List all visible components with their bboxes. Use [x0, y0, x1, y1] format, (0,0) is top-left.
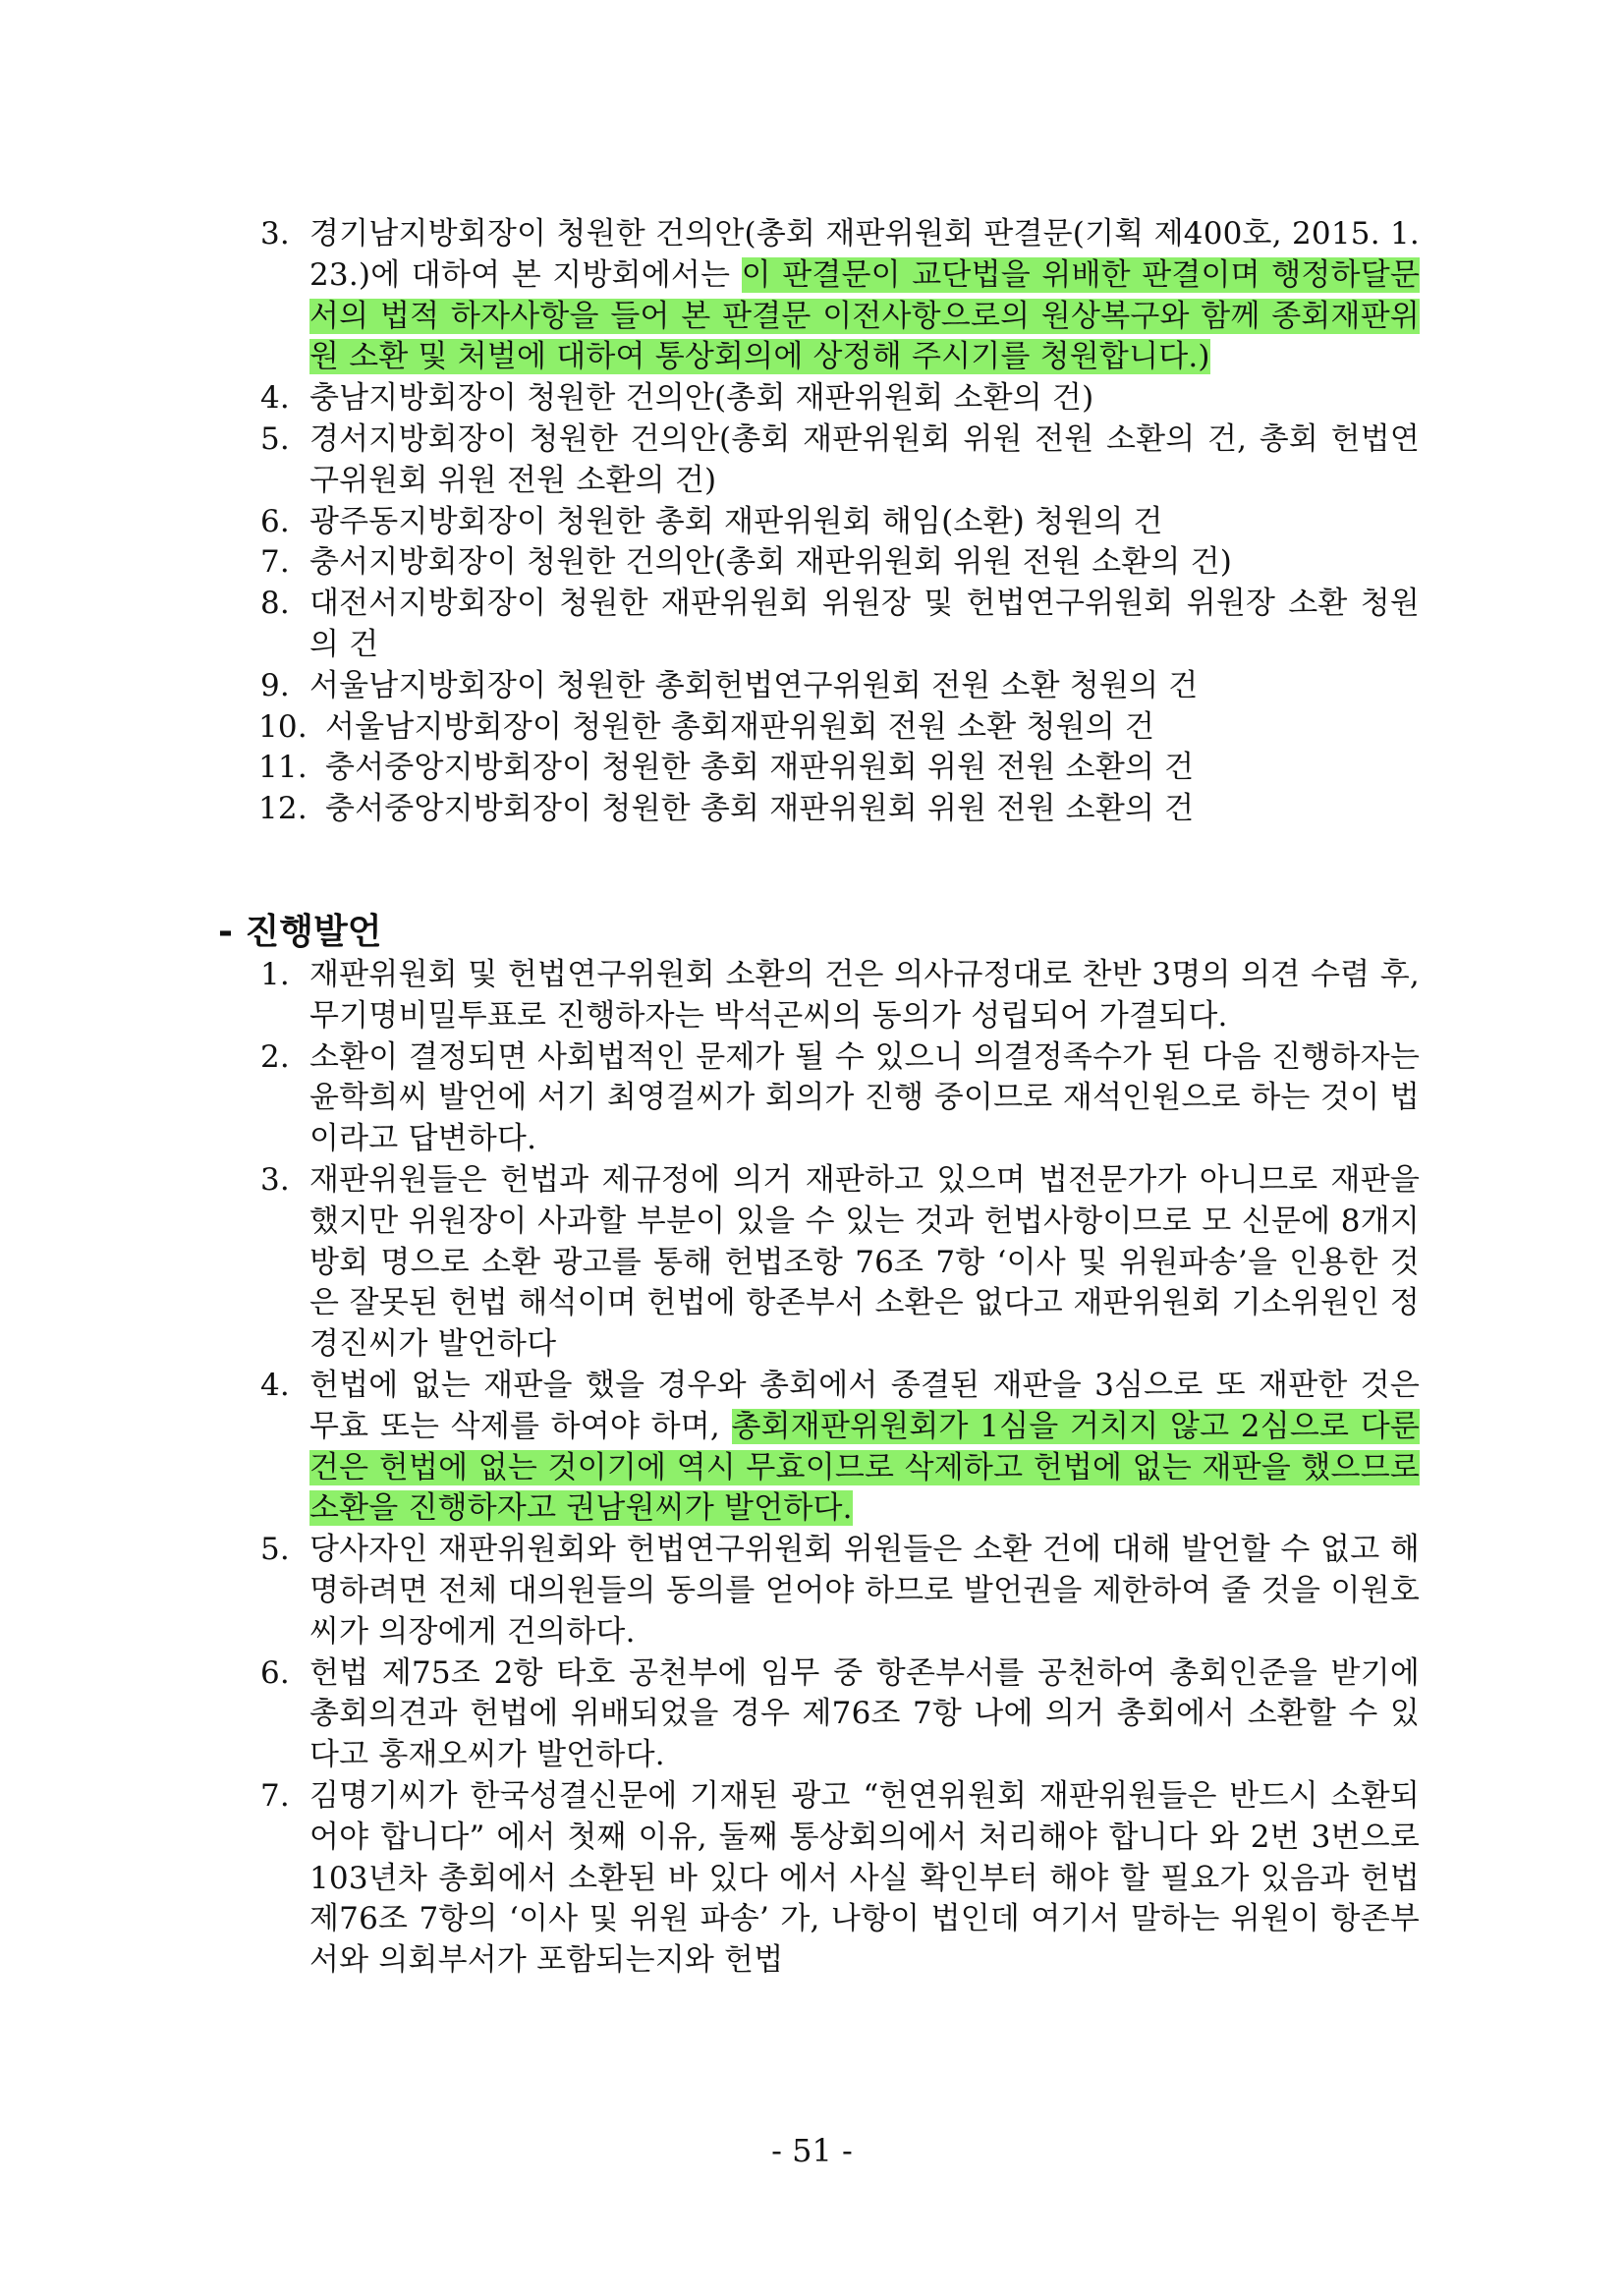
item-text: 소환이 결정되면 사회법적인 문제가 될 수 있으니 의결정족수가 된 다음 진행하자는 윤학희씨 발언에 서기 최영걸씨가 회의가 진행 중이므로 재석인원으로 하는 것이 법이라고 답변하다.: [309, 1038, 1420, 1157]
petition-item-11: [260, 748, 1420, 789]
remark-item-2: [260, 1037, 1420, 1160]
item-text: 재판위원회 및 헌법연구위원회 소환의 건은 의사규정대로 찬반 3명의 의견 수렴 후, 무기명비밀투표로 진행하자는 박석곤씨의 동의가 성립되어 가결되다.: [309, 957, 1420, 1034]
item-number: 7.: [260, 544, 290, 581]
petition-item-9: [260, 666, 1420, 707]
remark-item-5: [260, 1530, 1420, 1652]
item-text: 충남지방회장이 청원한 건의안(총회 재판위원회 소환의 건): [309, 380, 1094, 417]
petition-item-12: [260, 789, 1420, 830]
remark-item-3: [260, 1160, 1420, 1366]
item-number: 4.: [260, 380, 290, 417]
item-text: 헌법에 없는 재판을 했을 경우와 총회에서 종결된 재판을 3심으로 또 재판한 것은 무효 또는 삭제를 하여야 하며,: [309, 1367, 1420, 1444]
item-number: 3.: [260, 1161, 290, 1198]
petition-item-3: [260, 214, 1420, 378]
remarks-list: [260, 955, 1420, 1982]
petition-item-8: [260, 584, 1420, 666]
remark-item-4: [260, 1366, 1420, 1530]
item-number: 3.: [260, 216, 290, 252]
item-number: 1.: [260, 957, 290, 992]
item-text: 충서지방회장이 청원한 건의안(총회 재판위원회 위원 전원 소환의 건): [309, 544, 1233, 581]
highlighted-text: 이 판결문이 교단법을 위배한 판결이며 행정하달문서의 법적 하자사항을 들어 본 판결문 이전사항으로의 원상복구와 함께 종회재판위원 소환 및 처벌에 대하여 통상회의에 상정해 주시기를 청원합니다.): [309, 256, 1420, 375]
item-text: 경기남지방회장이 청원한 건의안(총회 재판위원회 판결문(기획 제400호, 2015. 1. 23.)에 대하여 본 지방회에서는: [309, 216, 1420, 293]
petition-list-section: [260, 214, 1420, 830]
item-number: 11.: [258, 750, 308, 786]
item-text: 당사자인 재판위원회와 헌법연구위원회 위원들은 소환 건에 대해 발언할 수 없고 해명하려면 전체 대의원들의 동의를 얻어야 하므로 발언권을 제한하여 줄 것을 이원호씨가 의장에게 건의하다.: [309, 1532, 1420, 1650]
item-text: 경서지방회장이 청원한 건의안(총회 재판위원회 위원 전원 소환의 건, 총회 헌법연구위원회 위원 전원 소환의 건): [309, 420, 1420, 498]
petition-item-10: [260, 707, 1420, 749]
petition-item-6: [260, 502, 1420, 543]
item-number: 12.: [258, 791, 308, 827]
item-text: 충서중앙지방회장이 청원한 총회 재판위원회 위원 전원 소환의 건: [325, 750, 1195, 786]
petition-item-4: [260, 378, 1420, 420]
item-text: 재판위원들은 헌법과 제규정에 의거 재판하고 있으며 법전문가가 아니므로 재판을 했지만 위원장이 사과할 부분이 있을 수 있는 것과 헌법사항이므로 모 신문에 8개지방회 명으로 소환 광고를 통해 헌법조항 76조 7항 ‘이사 및 위원파송’을 인용한 것은 잘못된 헌법 해석이며 헌법에 항존부서 소환은 없다고 재판위원회 기소위원인 정경진씨가 발언하다: [309, 1161, 1420, 1363]
item-number: 6.: [260, 503, 290, 539]
item-number: 9.: [260, 667, 290, 703]
item-text: 충서중앙지방회장이 청원한 총회 재판위원회 위원 전원 소환의 건: [325, 791, 1195, 827]
item-text: 서울남지방회장이 청원한 총회재판위원회 전원 소환 청원의 건: [325, 708, 1155, 745]
petition-list: [260, 214, 1420, 830]
item-text: 헌법 제75조 2항 타호 공천부에 임무 중 항존부서를 공천하여 총회인준을 받기에 총회의견과 헌법에 위배되었을 경우 제76조 7항 나에 의거 총회에서 소환할 수 있다고 홍재오씨가 발언하다.: [309, 1654, 1420, 1773]
item-text: 서울남지방회장이 청원한 총회헌법연구위원회 전원 소환 청원의 건: [309, 667, 1199, 703]
page-number: - 51 -: [771, 2132, 853, 2169]
item-text: 대전서지방회장이 청원한 재판위원회 위원장 및 헌법연구위원회 위원장 소환 청원의 건: [309, 586, 1420, 662]
item-number: 8.: [260, 586, 290, 622]
item-number: 5.: [260, 1532, 290, 1568]
remark-item-7: [260, 1776, 1420, 1982]
petition-item-7: [260, 542, 1420, 584]
item-number: 10.: [258, 708, 308, 745]
item-text: 광주동지방회장이 청원한 총회 재판위원회 해임(소환) 청원의 건: [309, 503, 1163, 539]
highlighted-text: 총회재판위원회가 1심을 거치지 않고 2심으로 다룬 건은 헌법에 없는 것이기에 역시 무효이므로 삭제하고 헌법에 없는 재판을 했으므로 소환을 진행하자고 권남원씨가 발언하다.: [309, 1408, 1420, 1527]
item-number: 7.: [260, 1777, 290, 1814]
item-text: 김명기씨가 한국성결신문에 기재된 광고 “헌연위원회 재판위원들은 반드시 소환되어야 합니다” 에서 첫째 이유, 둘째 통상회의에서 처리해야 합니다 와 2번 3번으로 103년차 총회에서 소환된 바 있다 에서 사실 확인부터 해야 할 필요가 있음과 헌법 제76조 7항의 ‘이사 및 위원 파송’ 가, 나항이 법인데 여기서 말하는 위원이 항존부서와 의회부서가 포함되는지와 헌법: [309, 1777, 1420, 1979]
section-heading: - 진행발언: [218, 912, 382, 952]
remarks-section: [260, 955, 1420, 1982]
item-number: 4.: [260, 1367, 290, 1403]
remark-item-1: [260, 955, 1420, 1037]
item-number: 6.: [260, 1654, 290, 1691]
remark-item-6: [260, 1653, 1420, 1776]
item-number: 5.: [260, 420, 290, 457]
petition-item-5: [260, 420, 1420, 502]
item-number: 2.: [260, 1038, 290, 1075]
